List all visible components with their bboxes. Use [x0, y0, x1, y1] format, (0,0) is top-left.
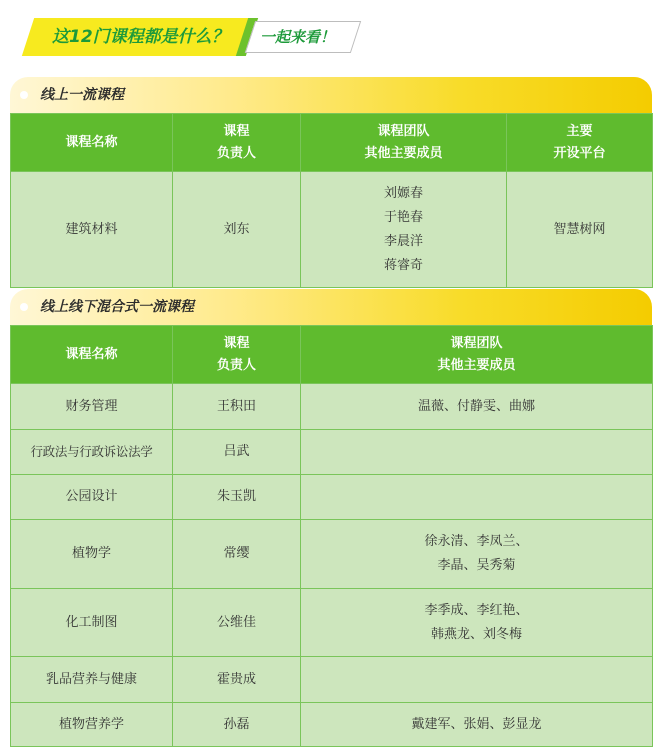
course-team: 李季成、李红艳、 韩燕龙、刘冬梅 — [301, 589, 653, 657]
table-row — [11, 520, 653, 589]
course-name: 建筑材料 — [11, 172, 173, 288]
course-name: 植物营养学 — [11, 703, 173, 747]
section-header-hybrid — [10, 289, 652, 325]
bullet-dot-icon — [20, 91, 28, 99]
banner-cta: 一起来看！ — [260, 28, 336, 46]
table-header-row — [11, 326, 653, 384]
course-name: 财务管理 — [11, 384, 173, 430]
table-row — [11, 430, 653, 475]
section-header-online — [10, 77, 652, 113]
bullet-dot-icon — [20, 303, 28, 311]
course-team — [301, 430, 653, 475]
col-header-lead: 课程 负责人 — [173, 114, 301, 172]
col-header-name: 课程名称 — [11, 326, 173, 384]
course-name: 公园设计 — [11, 475, 173, 520]
course-team — [301, 657, 653, 703]
course-name: 化工制图 — [11, 589, 173, 657]
course-team: 徐永清、李凤兰、 李晶、吴秀菊 — [301, 520, 653, 589]
section-title: 线上一流课程 — [40, 87, 124, 103]
table-row — [11, 172, 653, 288]
col-header-name: 课程名称 — [11, 114, 173, 172]
col-header-platform: 主要 开设平台 — [507, 114, 653, 172]
table-row — [11, 657, 653, 703]
course-lead: 王积田 — [173, 384, 301, 430]
course-lead: 刘东 — [173, 172, 301, 288]
course-team: 刘嫄春 于艳春 李晨洋 蒋睿奇 — [301, 172, 507, 288]
course-name: 植物学 — [11, 520, 173, 589]
course-name: 行政法与行政诉讼法学 — [11, 430, 173, 475]
col-header-lead: 课程 负责人 — [173, 326, 301, 384]
table-row — [11, 589, 653, 657]
course-lead: 公维佳 — [173, 589, 301, 657]
course-lead: 霍贵成 — [173, 657, 301, 703]
table-row — [11, 384, 653, 430]
course-platform: 智慧树网 — [507, 172, 653, 288]
table-row — [11, 475, 653, 520]
col-header-team: 课程团队 其他主要成员 — [301, 326, 653, 384]
table-row — [11, 703, 653, 747]
table-header-row — [11, 114, 653, 172]
course-lead: 朱玉凯 — [173, 475, 301, 520]
course-lead: 孙磊 — [173, 703, 301, 747]
hybrid-course-table — [10, 325, 653, 747]
course-team — [301, 475, 653, 520]
top-banner — [28, 18, 358, 56]
course-name: 乳品营养与健康 — [11, 657, 173, 703]
course-lead: 常缨 — [173, 520, 301, 589]
section-title: 线上线下混合式一流课程 — [40, 299, 194, 315]
course-team: 温薇、付静雯、曲娜 — [301, 384, 653, 430]
course-team: 戴建军、张娟、彭显龙 — [301, 703, 653, 747]
banner-title: 这12门课程都是什么？ — [52, 27, 229, 47]
online-course-table — [10, 113, 653, 288]
col-header-team: 课程团队 其他主要成员 — [301, 114, 507, 172]
course-lead: 吕武 — [173, 430, 301, 475]
